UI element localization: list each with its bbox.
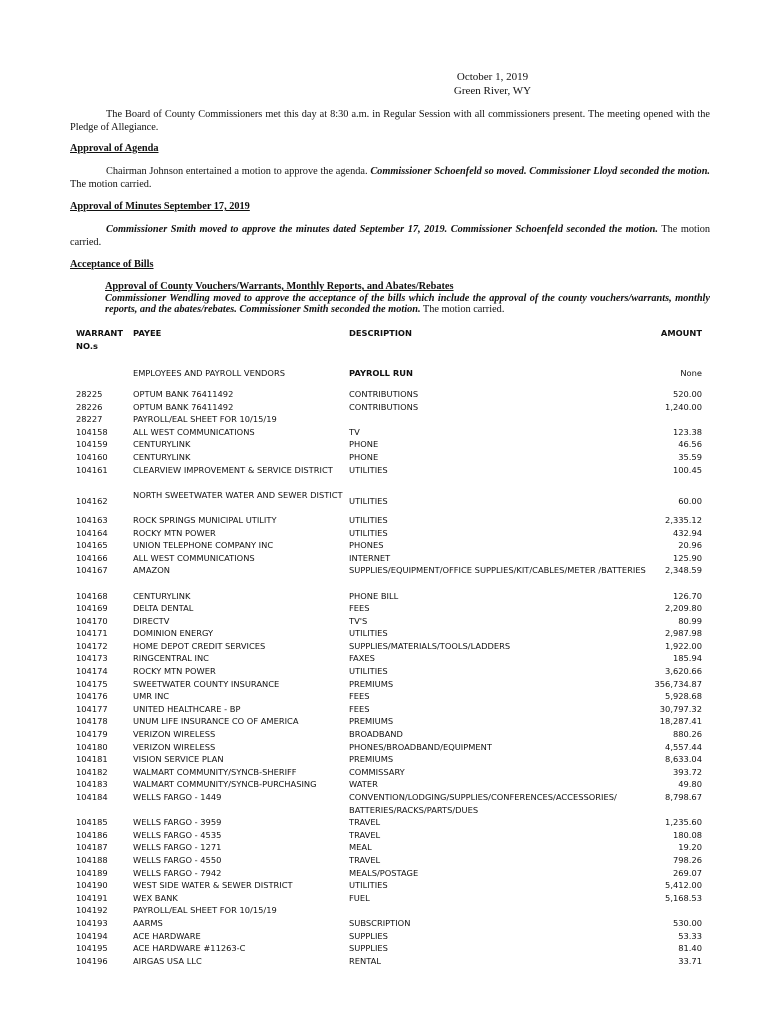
cell-description: CONTRIBUTIONS — [349, 401, 419, 412]
cell-description: RENTAL — [349, 955, 381, 966]
cell-payee: WELLS FARGO - 7942 — [133, 867, 222, 878]
cell-amount: 2,209.80 — [665, 603, 702, 614]
cell-payee: WEX BANK — [133, 892, 178, 903]
minutes-paragraph — [70, 223, 710, 249]
col-description: DESCRIPTION — [349, 328, 412, 338]
agenda-result: The motion carried. — [70, 179, 152, 190]
table-row — [76, 741, 702, 754]
table-row — [76, 652, 702, 665]
cell-description: UTILITIES — [349, 628, 388, 639]
table-row — [76, 489, 702, 514]
cell-payee: HOME DEPOT CREDIT SERVICES — [133, 640, 266, 651]
cell-amount: None — [680, 368, 702, 378]
cell-warrant: 28227 — [76, 414, 103, 425]
table-row — [76, 552, 702, 565]
cell-payee: ROCKY MTN POWER — [133, 527, 216, 538]
table-row — [76, 879, 702, 892]
cell-warrant: 104195 — [76, 943, 108, 954]
table-row — [76, 438, 702, 451]
cell-amount: 30,797.32 — [659, 703, 702, 714]
cell-description: PREMIUMS — [349, 678, 394, 689]
agenda-paragraph — [70, 165, 710, 191]
cell-description: COMMISSARY — [349, 766, 405, 777]
cell-description: PHONE — [349, 451, 379, 462]
agenda-text: Chairman Johnson entertained a motion to approve the agenda. — [106, 166, 371, 177]
cell-warrant: 28225 — [76, 389, 103, 399]
cell-description: BROADBAND — [349, 729, 403, 740]
table-row — [76, 678, 702, 691]
cell-description: CONVENTION/LODGING/SUPPLIES/CONFERENCES/ACCESSORIES/ BATTERIES/RACKS/PARTS/DUES — [349, 792, 617, 815]
cell-description: TV — [349, 426, 360, 437]
cell-warrant: 104168 — [76, 590, 108, 601]
cell-amount: 60.00 — [678, 496, 702, 507]
table-row — [76, 892, 702, 905]
cell-description: FEES — [349, 603, 370, 614]
cell-payee: EMPLOYEES AND PAYROLL VENDORS — [133, 368, 285, 378]
cell-warrant: 104181 — [76, 754, 108, 765]
cell-description: PHONE BILL — [349, 590, 399, 601]
cell-payee: ROCKY MTN POWER — [133, 666, 216, 677]
cell-description: FAXES — [349, 653, 375, 664]
col-warrant: WARRANT NO.s — [76, 328, 124, 351]
cell-amount: 8,798.67 — [665, 792, 702, 802]
table-row — [76, 665, 702, 678]
bills-subheading: Approval of County Vouchers/Warrants, Monthly Reports, and Abates/Rebates — [105, 281, 454, 292]
table-row — [76, 527, 702, 540]
cell-description: WATER — [349, 779, 378, 790]
table-row — [76, 766, 702, 779]
table-row — [76, 426, 702, 439]
cell-warrant: 104179 — [76, 729, 108, 740]
cell-amount: 520.00 — [672, 389, 702, 399]
table-row — [76, 703, 702, 716]
col-amount: AMOUNT — [660, 328, 702, 338]
cell-warrant: 104187 — [76, 842, 108, 853]
cell-amount: 46.56 — [678, 439, 702, 450]
agenda-motion: Commissioner Schoenfeld so moved. Commissioner Lloyd seconded the motion. — [370, 166, 711, 177]
cell-description: TRAVEL — [349, 817, 381, 828]
cell-amount: 80.99 — [678, 615, 702, 626]
cell-warrant: 104169 — [76, 603, 108, 614]
cell-amount: 180.08 — [672, 829, 702, 840]
cell-amount: 393.72 — [672, 766, 702, 777]
cell-amount: 19.20 — [678, 842, 702, 853]
cell-description: UTILITIES — [349, 666, 388, 677]
table-row — [76, 955, 702, 968]
cell-warrant: 104176 — [76, 691, 108, 702]
cell-description: SUPPLIES/EQUIPMENT/OFFICE SUPPLIES/KIT/CABLES/METER /BATTERIES — [349, 565, 646, 576]
minutes-result: The motion carried. — [70, 224, 710, 248]
table-row — [76, 401, 702, 414]
table-row — [76, 413, 702, 426]
cell-payee: WELLS FARGO - 4535 — [133, 829, 222, 840]
cell-payee: ROCK SPRINGS MUNICIPAL UTILITY — [133, 514, 277, 525]
cell-amount: 20.96 — [678, 540, 702, 551]
cell-description: SUPPLIES — [349, 943, 388, 954]
cell-description: PHONES/BROADBAND/EQUIPMENT — [349, 741, 492, 752]
cell-warrant: 104194 — [76, 930, 108, 941]
table-row — [76, 841, 702, 854]
cell-warrant: 104186 — [76, 829, 108, 840]
cell-amount: 798.26 — [672, 854, 702, 865]
cell-amount: 1,235.60 — [665, 817, 702, 828]
table-row — [76, 564, 702, 589]
cell-warrant: 104174 — [76, 666, 108, 677]
cell-payee: CENTURYLINK — [133, 451, 191, 462]
cell-payee: WALMART COMMUNITY/SYNCB-SHERIFF — [133, 766, 297, 777]
cell-payee: WELLS FARGO - 1271 — [133, 842, 222, 853]
cell-amount: 2,987.98 — [665, 628, 702, 639]
cell-amount: 880.26 — [672, 729, 702, 740]
cell-description: SUPPLIES — [349, 930, 388, 941]
cell-amount: 5,168.53 — [665, 892, 702, 903]
cell-description: MEALS/POSTAGE — [349, 867, 419, 878]
cell-description: PHONE — [349, 439, 379, 450]
meeting-date: October 1, 2019 — [456, 71, 529, 83]
cell-amount: 5,412.00 — [665, 880, 702, 891]
table-row — [76, 930, 702, 943]
cell-description: TV'S — [349, 615, 368, 626]
cell-description: INTERNET — [349, 552, 391, 563]
cell-payee: VISION SERVICE PLAN — [133, 754, 224, 765]
table-row — [76, 753, 702, 766]
table-row — [76, 514, 702, 527]
cell-warrant: 104175 — [76, 678, 108, 689]
cell-warrant: 104172 — [76, 640, 108, 651]
cell-amount: 269.07 — [672, 867, 702, 878]
table-row — [76, 942, 702, 955]
cell-amount: 2,348.59 — [665, 565, 702, 576]
cell-payee: AARMS — [133, 917, 163, 928]
table-row — [76, 778, 702, 791]
bills-result: The motion carried. — [420, 304, 505, 315]
table-row — [76, 867, 702, 880]
cell-payee: RINGCENTRAL INC — [133, 653, 209, 664]
cell-description: FEES — [349, 691, 370, 702]
table-row — [76, 464, 702, 489]
cell-payee: WALMART COMMUNITY/SYNCB-PURCHASING — [133, 779, 317, 790]
cell-warrant: 104180 — [76, 741, 108, 752]
cell-amount: 81.40 — [678, 943, 702, 954]
cell-payee: ACE HARDWARE — [133, 930, 201, 941]
cell-description: UTILITIES — [349, 880, 388, 891]
cell-payee: WELLS FARGO - 3959 — [133, 817, 222, 828]
cell-warrant: 104158 — [76, 426, 108, 437]
cell-payee: DIRECTV — [133, 615, 170, 626]
cell-amount: 5,928.68 — [665, 691, 702, 702]
cell-payee: ALL WEST COMMUNICATIONS — [133, 426, 255, 437]
cell-payee: VERIZON WIRELESS — [133, 741, 216, 752]
cell-amount: 49.80 — [678, 779, 702, 790]
cell-amount: 356,734.87 — [654, 678, 702, 689]
cell-description: FUEL — [349, 892, 370, 903]
table-row — [76, 539, 702, 552]
cell-warrant: 104171 — [76, 628, 108, 639]
table-row — [76, 816, 702, 829]
table-header — [76, 327, 702, 367]
cell-amount: 125.90 — [672, 552, 702, 563]
cell-warrant: 104170 — [76, 615, 108, 626]
cell-description: CONTRIBUTIONS — [349, 389, 419, 399]
agenda-heading: Approval of Agenda — [70, 143, 159, 154]
cell-payee: WEST SIDE WATER & SEWER DISTRICT — [133, 880, 293, 891]
cell-description: TRAVEL — [349, 854, 381, 865]
cell-payee: PAYROLL/EAL SHEET FOR 10/15/19 — [133, 905, 277, 916]
meeting-location: Green River, WY — [453, 85, 532, 97]
table-row — [76, 602, 702, 615]
cell-amount: 3,620.66 — [665, 666, 702, 677]
table-row — [76, 590, 702, 603]
table-row — [76, 388, 702, 401]
cell-amount: 33.71 — [678, 955, 702, 966]
cell-payee: AMAZON — [133, 565, 170, 576]
cell-payee: CENTURYLINK — [133, 439, 191, 450]
minutes-motion: Commissioner Smith moved to approve the minutes dated September 17, 2019. Commissioner Schoenfeld seconded the motion. — [106, 224, 658, 235]
cell-amount: 100.45 — [672, 464, 702, 475]
cell-payee: CENTURYLINK — [133, 590, 191, 601]
bills-paragraph — [105, 293, 710, 316]
cell-description: FEES — [349, 703, 370, 714]
cell-payee: SWEETWATER COUNTY INSURANCE — [133, 678, 280, 689]
cell-payee: WELLS FARGO - 4550 — [133, 854, 222, 865]
col-payee: PAYEE — [133, 328, 162, 338]
cell-amount: 432.94 — [672, 527, 702, 538]
bills-heading: Acceptance of Bills — [70, 259, 154, 270]
table-row — [76, 854, 702, 867]
cell-amount: 185.94 — [672, 653, 702, 664]
cell-description: UTILITIES — [349, 464, 388, 475]
warrants-table — [76, 327, 702, 967]
table-row — [76, 451, 702, 464]
cell-warrant: 104192 — [76, 905, 108, 916]
cell-warrant: 104183 — [76, 779, 108, 790]
cell-description: PREMIUMS — [349, 754, 394, 765]
table-row — [76, 829, 702, 842]
cell-payee: OPTUM BANK 76411492 — [133, 389, 234, 399]
cell-amount: 35.59 — [678, 451, 702, 462]
bills-motion: Commissioner Wendling moved to approve the acceptance of the bills which include the approval of the county vouchers/warrants, monthly reports, and the abates/rebates. Commissioner Smith seconded the motion. — [105, 292, 710, 315]
table-body — [76, 388, 702, 967]
cell-payee: UNUM LIFE INSURANCE CO OF AMERICA — [133, 716, 299, 727]
cell-amount: 1,240.00 — [665, 401, 702, 412]
cell-warrant: 104167 — [76, 565, 108, 576]
cell-amount: 53.33 — [678, 930, 702, 941]
cell-warrant: 104196 — [76, 955, 108, 966]
table-row — [76, 715, 702, 728]
table-row — [76, 728, 702, 741]
cell-description: SUPPLIES/MATERIALS/TOOLS/LADDERS — [349, 640, 511, 651]
table-row — [76, 917, 702, 930]
cell-warrant: 104165 — [76, 540, 108, 551]
cell-payee: OPTUM BANK 76411492 — [133, 401, 234, 412]
table-row — [76, 627, 702, 640]
cell-amount: 123.38 — [672, 426, 702, 437]
cell-warrant: 104178 — [76, 716, 108, 727]
cell-warrant: 104193 — [76, 917, 108, 928]
cell-description: TRAVEL — [349, 829, 381, 840]
cell-warrant: 104161 — [76, 464, 108, 475]
cell-amount: 2,335.12 — [665, 514, 702, 525]
cell-description: PREMIUMS — [349, 716, 394, 727]
cell-warrant: 104189 — [76, 867, 108, 878]
cell-payee: ALL WEST COMMUNICATIONS — [133, 552, 255, 563]
cell-amount: 530.00 — [672, 917, 702, 928]
cell-amount: 8,633.04 — [665, 754, 702, 765]
minutes-heading: Approval of Minutes September 17, 2019 — [70, 201, 250, 212]
cell-description: UTILITIES — [349, 496, 388, 507]
table-row — [76, 690, 702, 703]
cell-payee: UNION TELEPHONE COMPANY INC — [133, 540, 274, 551]
table-row — [76, 791, 702, 816]
document-header — [0, 70, 770, 98]
cell-warrant: 104159 — [76, 439, 108, 450]
cell-description: PHONES — [349, 540, 384, 551]
cell-warrant: 104163 — [76, 514, 108, 525]
cell-payee: UNITED HEALTHCARE - BP — [133, 703, 241, 714]
cell-amount: 4,557.44 — [665, 741, 702, 752]
cell-warrant: 104173 — [76, 653, 108, 664]
cell-payee: DOMINION ENERGY — [133, 628, 214, 639]
cell-warrant: 104185 — [76, 817, 108, 828]
cell-payee: UMR INC — [133, 691, 170, 702]
cell-warrant: 104164 — [76, 527, 108, 538]
cell-warrant: 104162 — [76, 496, 108, 507]
cell-warrant: 104191 — [76, 892, 108, 903]
cell-description: MEAL — [349, 842, 372, 853]
cell-payee: VERIZON WIRELESS — [133, 729, 216, 740]
cell-description: UTILITIES — [349, 527, 388, 538]
cell-warrant: 104190 — [76, 880, 108, 891]
cell-warrant: 28226 — [76, 401, 103, 412]
cell-payee: WELLS FARGO - 1449 — [133, 792, 222, 802]
payroll-row — [76, 367, 702, 388]
cell-payee: ACE HARDWARE #11263-C — [133, 943, 246, 954]
cell-amount: 1,922.00 — [665, 640, 702, 651]
cell-amount: 126.70 — [672, 590, 702, 601]
cell-warrant: 104182 — [76, 766, 108, 777]
cell-description: SUBSCRIPTION — [349, 917, 411, 928]
cell-payee: AIRGAS USA LLC — [133, 955, 202, 966]
cell-payee: CLEARVIEW IMPROVEMENT & SERVICE DISTRICT — [133, 464, 333, 475]
cell-payee: DELTA DENTAL — [133, 603, 194, 614]
cell-payee: NORTH SWEETWATER WATER AND SEWER DISTICT — [133, 489, 343, 500]
intro-paragraph: The Board of County Commissioners met this day at 8:30 a.m. in Regular Session with all commissioners present. The meeting opened with the Pledge of Allegiance. — [70, 109, 710, 133]
table-row — [76, 615, 702, 628]
cell-payee: PAYROLL/EAL SHEET FOR 10/15/19 — [133, 414, 277, 425]
cell-warrant: 104160 — [76, 451, 108, 462]
cell-warrant: 104188 — [76, 854, 108, 865]
cell-description: PAYROLL RUN — [349, 368, 413, 378]
cell-warrant: 104184 — [76, 792, 108, 802]
table-row — [76, 904, 702, 917]
cell-amount: 18,287.41 — [659, 716, 702, 727]
cell-warrant: 104177 — [76, 703, 108, 714]
cell-description: UTILITIES — [349, 514, 388, 525]
cell-warrant: 104166 — [76, 552, 108, 563]
bills-subsection — [105, 281, 710, 316]
table-row — [76, 640, 702, 653]
